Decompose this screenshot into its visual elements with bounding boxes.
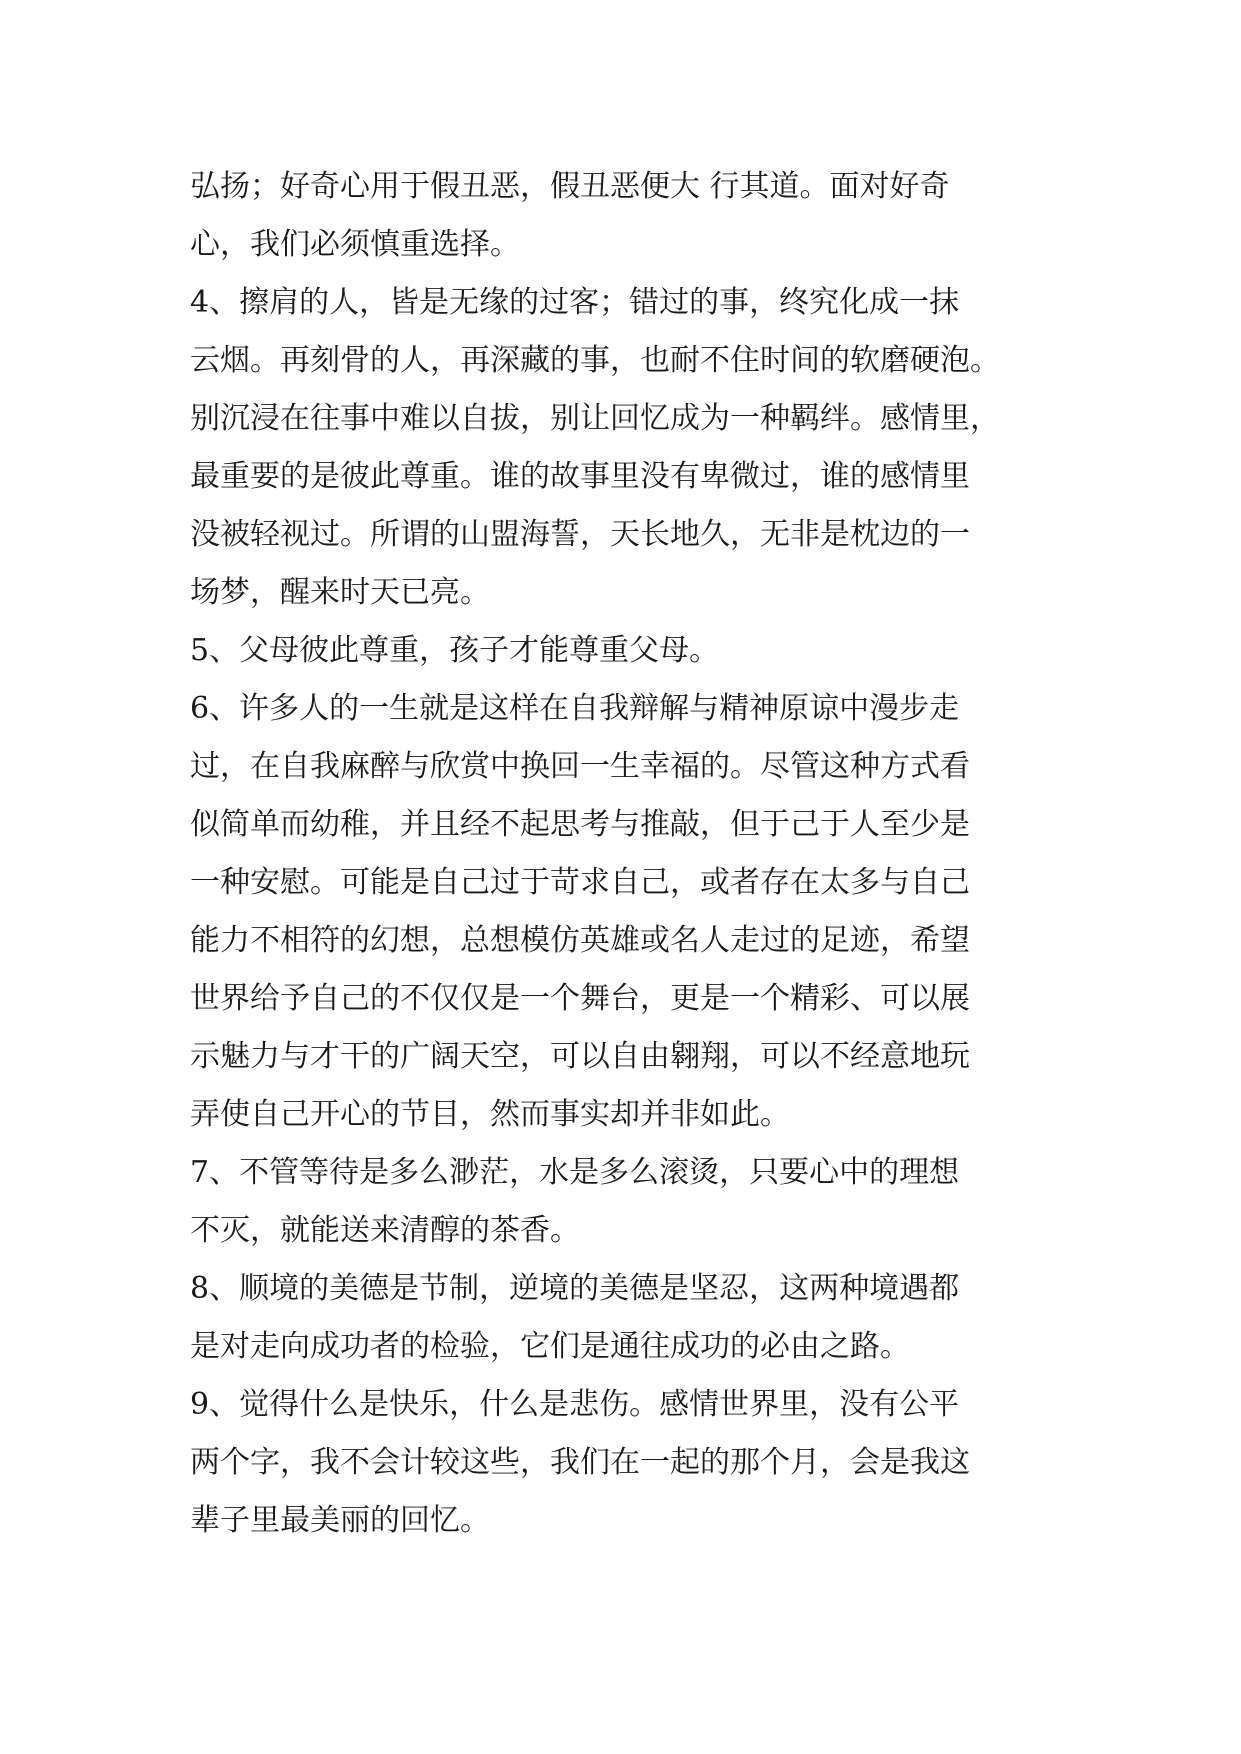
text-line: 是对走向成功者的检验，它们是通往成功的必由之路。 [190,1329,910,1364]
text-line: 弘扬；好奇心用于假丑恶，假丑恶便大 行其道。面对好奇 [190,169,950,204]
text-line: 8、顺境的美德是节制，逆境的美德是坚忍，这两种境遇都 [190,1271,960,1306]
text-line: 两个字，我不会计较这些，我们在一起的那个月，会是我这 [190,1445,970,1480]
paragraph-item-8 [190,1260,1060,1376]
text-line: 6、许多人的一生就是这样在自我辩解与精神原谅中漫步走 [190,691,960,726]
paragraph-item-9 [190,1376,1060,1550]
paragraph-item-7 [190,1144,1060,1260]
text-line: 过，在自我麻醉与欣赏中换回一生幸福的。尽管这种方式看 [190,749,970,784]
text-line: 示魅力与才干的广阔天空，可以自由翱翔，可以不经意地玩 [190,1039,970,1074]
text-line: 5、父母彼此尊重，孩子才能尊重父母。 [190,633,720,668]
text-line: 没被轻视过。所谓的山盟海誓，天长地久，无非是枕边的一 [190,517,970,552]
paragraph-item-5 [190,622,1060,680]
text-line: 别沉浸在往事中难以自拔，别让回忆成为一种羁绊。感情里， [190,401,1000,436]
text-line: 辈子里最美丽的回忆。 [190,1503,490,1538]
paragraph-item-4 [190,274,1060,622]
text-line: 9、觉得什么是快乐，什么是悲伤。感情世界里，没有公平 [190,1387,960,1422]
text-line: 最重要的是彼此尊重。谁的故事里没有卑微过，谁的感情里 [190,459,970,494]
document-body [190,158,1060,1550]
text-line: 能力不相符的幻想，总想模仿英雄或名人走过的足迹，希望 [190,923,970,958]
text-line: 似简单而幼稚，并且经不起思考与推敲，但于己于人至少是 [190,807,970,842]
text-line: 不灭，就能送来清醇的茶香。 [190,1213,580,1248]
text-line: 世界给予自己的不仅仅是一个舞台，更是一个精彩、可以展 [190,981,970,1016]
text-line: 弄使自己开心的节目，然而事实却并非如此。 [190,1097,790,1132]
text-line: 4、擦肩的人，皆是无缘的过客；错过的事，终究化成一抹 [190,285,960,320]
text-line: 场梦，醒来时天已亮。 [190,575,490,610]
text-line: 心，我们必须慎重选择。 [190,227,520,262]
text-line: 云烟。再刻骨的人，再深藏的事，也耐不住时间的软磨硬泡。 [190,343,1000,378]
paragraph-continued [190,158,1060,274]
text-line: 一种安慰。可能是自己过于苛求自己，或者存在太多与自己 [190,865,970,900]
paragraph-item-6 [190,680,1060,1144]
text-line: 7、不管等待是多么渺茫，水是多么滚烫，只要心中的理想 [190,1155,960,1190]
